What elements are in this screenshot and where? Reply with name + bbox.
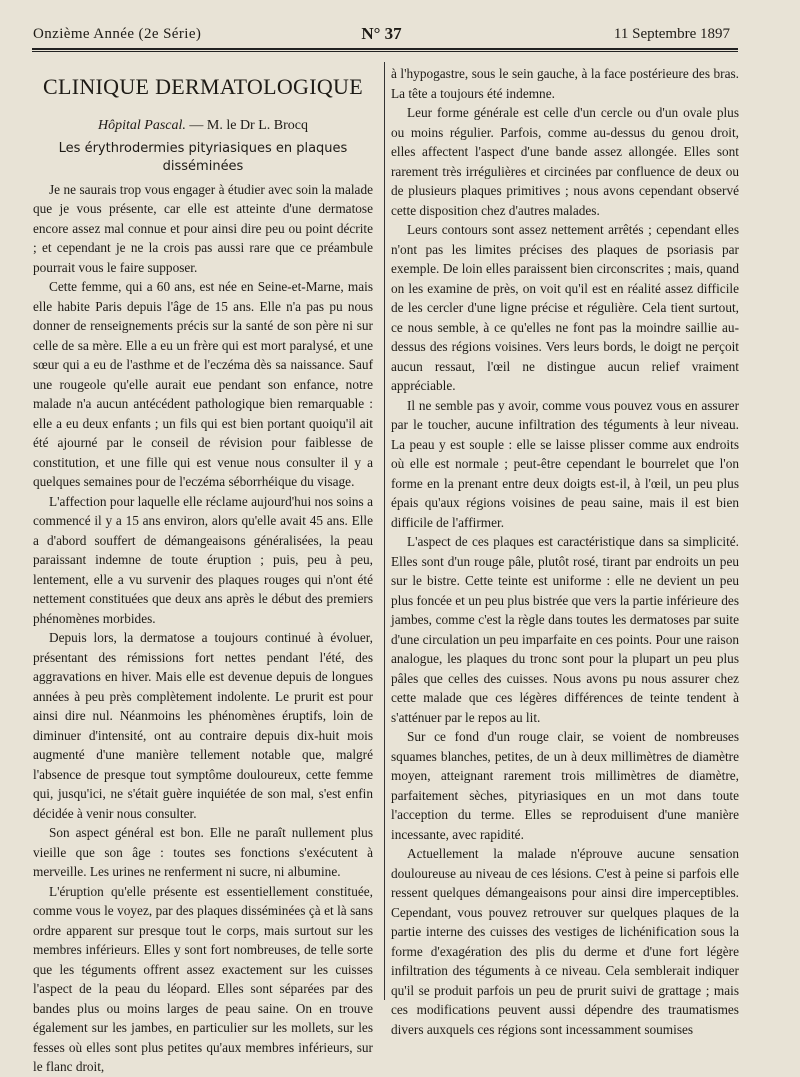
header-volume: Onzième Année (2e Série) [33,26,202,42]
article-byline [33,116,373,136]
paragraph: Je ne saurais trop vous engager à étudier avec soin la malade que je vous présente, car elle est atteinte d'une dermatose encore assez mal connue et pour ainsi dire peu ou point décrite ; et cependant je ne la crois pas aussi rare que ce préambule pourrait vous le faire supposer. [33,181,373,275]
header-issue-number: N° 37 [361,24,402,43]
paragraph: Cette femme, qui a 60 ans, est née en Seine-et-Marne, mais elle habite Paris depuis l'âge de 15 ans. Elle n'a pas pu nous donner de renseignements précis sur la santé de son père ni sur celle de sa mère. Elle a eu un frère qui est mort paralysé, et une sœur qui a eu de l'asthme et de l'eczéma dès sa naissance. Sauf une rougeole qu'elle aurait eue pendant son enfance, notre malade n'a aucun antécédent pathologique bien remarquable : elle a eu deux enfants ; un fils qui est bien portant quoiqu'il ait été ajourné par le conseil de révision pour faiblesse de constitution, et une fille qui est venue nous consulter il y a quelques semaines pour de l'eczéma séborrhéique du visage. [33,279,373,489]
paragraph: L'éruption qu'elle présente est essentiellement constituée, comme vous le voyez, par des plaques disséminées çà et là sans ordre apparent sur presque tout le corps, mais surtout sur les membres inférieurs. Elles y sont fort nombreuses, de telle sorte que les téguments offrent assez exactement sur les cuisses l'aspect de la peau du léopard. Elles sont séparées par des bandes plus ou moins larges de peau saine. On en trouve également sur les jambes, en particulier sur les mollets, sur les fesses où elles sont plus petites qu'aux membres inférieurs, sur le flanc droit, [33,883,373,1074]
paragraph: Il ne semble pas y avoir, comme vous pouvez vous en assurer par le toucher, aucune infiltration des téguments à leur niveau. La peau y est souple : elle se laisse plisser comme aux endroits où elle est normale ; peut-être cependant le bourrelet que l'on forme en la prenant entre deux doigts est-il, à l'œil, un peu plus épais qu'aux régions voisines de peau saine, mais il est bien difficile de l'affirmer. [391,397,739,530]
paragraph-continuation: à l'hypogastre, sous le sein gauche, à la face postérieure des bras. La tête a toujours été indemne. [391,66,739,101]
hospital-name: Hôpital Pascal. [98,118,186,133]
paragraph: Son aspect général est bon. Elle ne paraît nullement plus vieille que son âge : toutes ses fonctions s'exécutent à merveille. Les urines ne renferment ni sucre, ni albumine. [33,825,373,879]
author-name: — M. le Dr L. Brocq [185,118,308,133]
paragraph: Sur ce fond d'un rouge clair, se voient de nombreuses squames blanches, petites, de un à deux millimètres de diamètre moyen, atteignant rarement trois millimètres de diamètre, parfaitement sèches, pityriasiques en un mot dans toute l'acception du terme. Elles se reproduisent d'une manière incessante, avec rapidité. [391,729,739,842]
left-column [33,64,373,1077]
paragraph: Leurs contours sont assez nettement arrêtés ; cependant elles n'ont pas les limites précises des plaques de psoriasis par exemple. De loin elles paraissent bien circonscrites ; mais, quand on les examine de près, on voit qu'il est en réalité assez difficile de les cercler d'une ligne précise et régulière. Cela tient surtout, ce nous semble, à ce qu'elles ne font pas la moindre saillie au-dessus des régions voisines. Vers leurs bords, le doigt ne perçoit aucun ressaut, l'œil ne distingue aucun relief vraiment appréciable. [391,222,739,393]
article-title: CLINIQUE DERMATOLOGIQUE [43,74,363,99]
header-rule-thin [32,51,738,52]
paragraph: Depuis lors, la dermatose a toujours continué à évoluer, présentant des rémissions fort nettes pendant l'été, des aggravations en hiver. Mais elle est devenue depuis de longues années à peu près complètement indolente. Le prurit est pour ainsi dire nul. Néanmoins les phénomènes éruptifs, loin de diminuer d'intensité, ont au contraire depuis dix-huit mois augmenté d'une manière tellement notable que, malgré l'absence de presque tout symptôme douloureux, cette femme qui, jusqu'ici, ne s'était guère inquiétée de son mal, s'est enfin décidée à venir nous consulter. [33,630,373,821]
paragraph: Actuellement la malade n'éprouve aucune sensation douloureuse au niveau de ces lésions. C'est à peine si parfois elle ressent quelques démangeaisons pour ainsi dire imperceptibles. Cependant, vous pouvez retrouver sur quelques plaques de la partie interne des cuisses des vestiges de lichénification sous la forme d'exagération des plis du derme et d'une fort légère infiltration des téguments à ce niveau. Cela semblerait indiquer qu'il se produit parfois un peu de prurit suivi de grattage ; mais ces modifications peuvent aussi dépendre des traumatismes divers auxquels ces régions sont incessamment soumises [391,846,739,1037]
paragraph: Leur forme générale est celle d'un cercle ou d'un ovale plus ou moins régulier. Parfois, comme au-dessus du genou droit, elles affectent l'aspect d'une bande assez allongée. Elles sont rarement très irrégulières et circinées par confluence de deux ou de plusieurs plaques primitives ; nous avons cependant observé cette disposition chez d'autres malades. [391,105,739,218]
paragraph: L'affection pour laquelle elle réclame aujourd'hui nos soins a commencé il y a 15 ans environ, alors qu'elle avait 45 ans. Elle a d'abord souffert de démangeaisons généralisées, la peau paraissant indemne de toute éruption ; puis, peu à peu, lentement, elle a vu survenir des plaques rouges qui n'ont été nettement constituées que deux ans après le début des premiers phénomènes morbides. [33,493,373,626]
paragraph: L'aspect de ces plaques est caractéristique dans sa simplicité. Elles sont d'un rouge pâle, plutôt rosé, tirant par endroits un peu sur le bistre. Cette teinte est uniforme : elle ne devient un peu plus foncée et un peu plus bistrée que vers la partie inférieure des jambes, comme c'est la règle dans toutes les dermatoses par suite d'une circulation un peu imparfaite en ces points. Pour une raison analogue, les plaques du tronc sont pour la plupart un peu plus pâles que celles des cuisses. Nous avons pu nous assurer chez cette malade que ces légères différences de teinte tendent à s'atténuer par le repos au lit. [391,534,739,725]
right-column [391,64,739,1039]
header-date: 11 Septembre 1897 [613,26,730,42]
page-header [33,24,730,46]
column-divider [384,62,385,1000]
article-subtitle: Les érythrodermies pityriasiques en plaques disséminées [58,140,348,174]
header-rule [32,48,738,50]
